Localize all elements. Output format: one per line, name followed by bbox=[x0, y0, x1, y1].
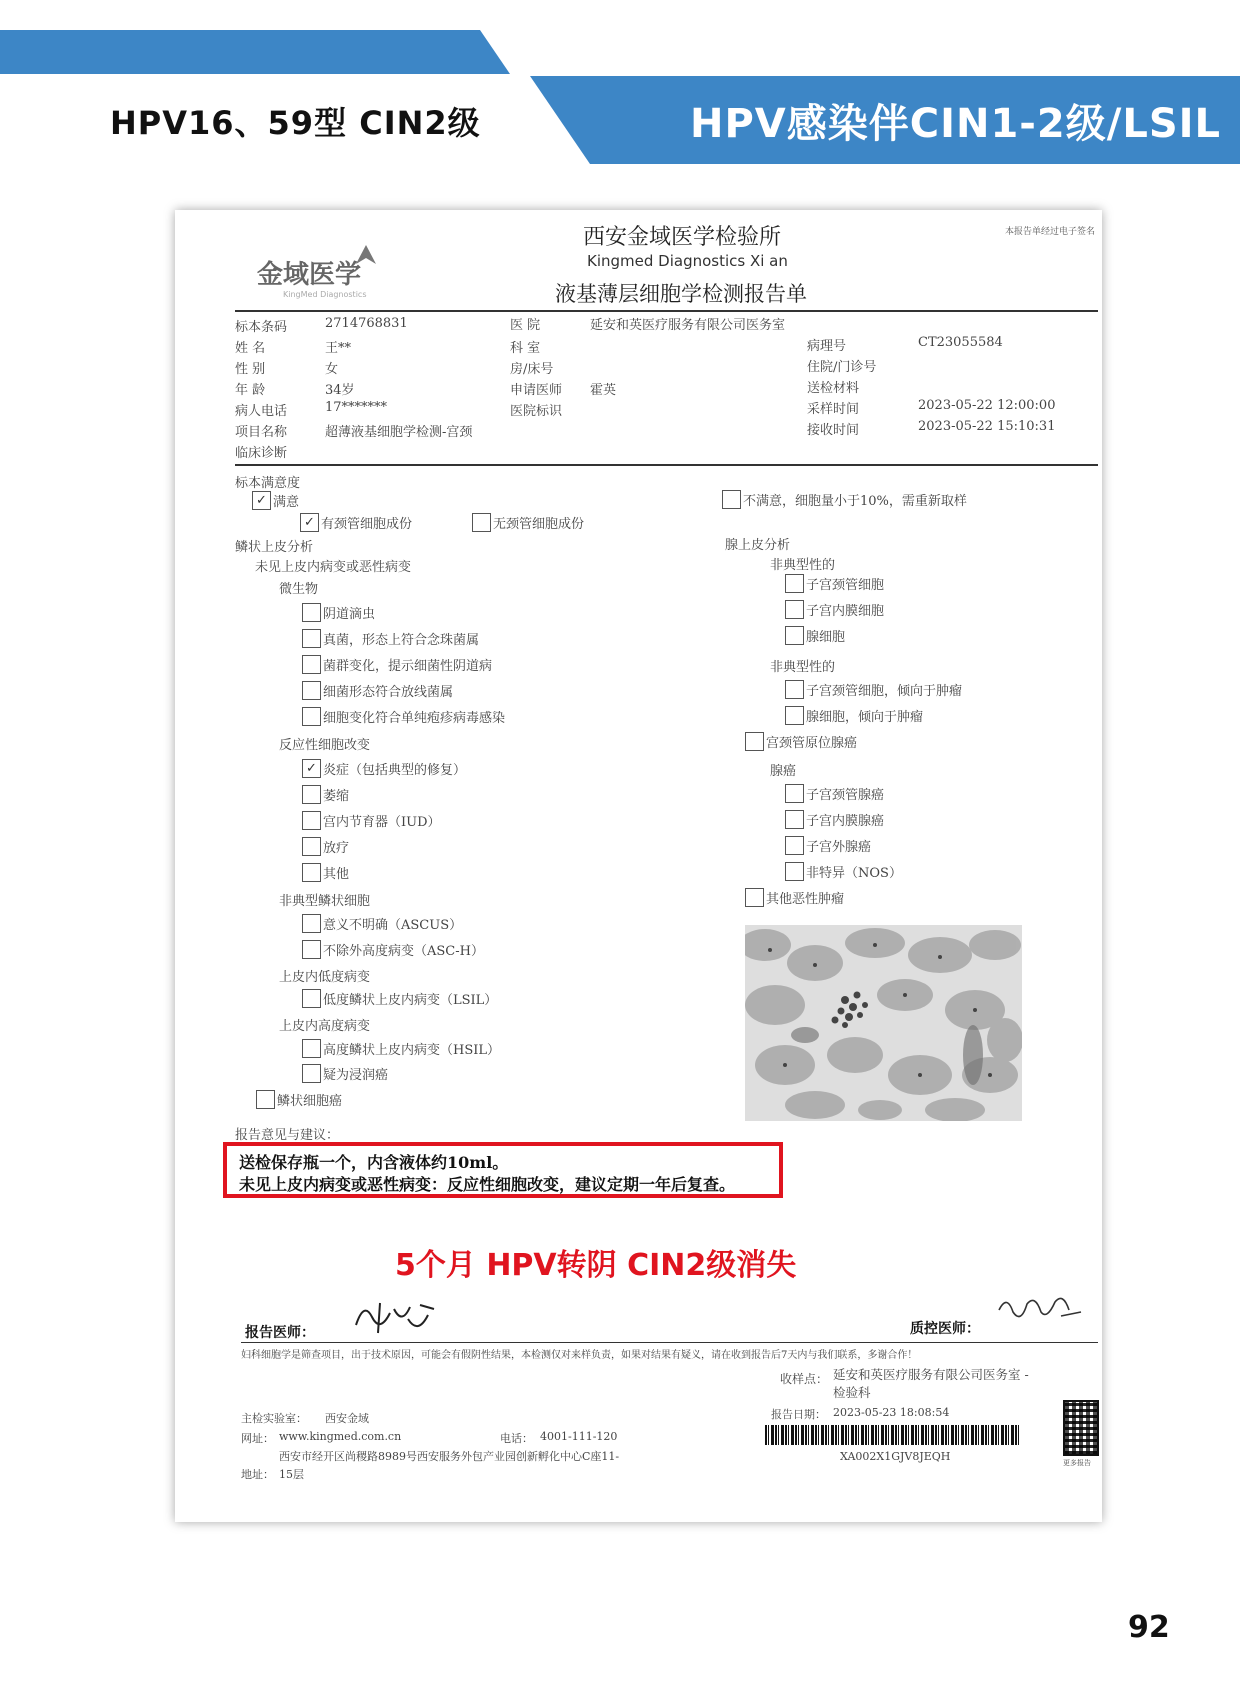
report-document bbox=[175, 210, 1102, 1522]
glandular-option-4: 子宫颈管细胞，倾向于肿瘤 bbox=[785, 680, 962, 699]
barcode-value: 2714768831 bbox=[325, 316, 408, 331]
atypical-glandular-heading-2: 非典型性的 bbox=[770, 660, 836, 675]
doctor-value: 霍英 bbox=[590, 383, 617, 398]
project-label: 项目名称 bbox=[235, 425, 288, 440]
hospital-label: 医 院 bbox=[510, 318, 541, 333]
checkbox bbox=[722, 490, 741, 509]
adeno-option-2: 子宫内膜腺癌 bbox=[785, 810, 884, 829]
adeno-option-3: 子宫外腺癌 bbox=[785, 836, 871, 855]
lab-name-en: Kingmed Diagnostics Xi an bbox=[587, 252, 788, 270]
satisfied-option: ✓ 满意 bbox=[252, 491, 299, 510]
info-rule bbox=[235, 464, 1098, 466]
inpatient-label: 住院/门诊号 bbox=[807, 360, 877, 375]
left-title: HPV16、59型 CIN2级 bbox=[110, 104, 481, 142]
reactive-option-4: 放疗 bbox=[302, 837, 349, 856]
checkbox bbox=[745, 732, 764, 751]
material-label: 送检材料 bbox=[807, 381, 860, 396]
glandular-option-5: 腺细胞，倾向于肿瘤 bbox=[785, 706, 923, 725]
checkbox bbox=[302, 707, 321, 726]
has-endocervical-option: ✓ 有颈管细胞成份 bbox=[300, 513, 412, 532]
cytology-micrograph bbox=[745, 925, 1022, 1121]
organism-option-2: 真菌，形态上符合念珠菌属 bbox=[302, 629, 479, 648]
reactive-option-1: ✓ 炎症（包括典型的修复） bbox=[302, 759, 466, 778]
conclusion-line-1: 送检保存瓶一个，内含液体约10ml。 bbox=[239, 1153, 509, 1172]
organism-option-5: 细胞变化符合单纯疱疹病毒感染 bbox=[302, 707, 505, 726]
logo-subtitle: KingMed Diagnostics bbox=[283, 290, 367, 299]
hospital-mark-label: 医院标识 bbox=[510, 404, 563, 419]
checkbox bbox=[785, 600, 804, 619]
pathology-label: 病理号 bbox=[807, 339, 847, 354]
checkbox bbox=[745, 888, 764, 907]
reactive-option-2: 萎缩 bbox=[302, 785, 349, 804]
barcode-label: 标本条码 bbox=[235, 320, 288, 335]
sex-label: 性 别 bbox=[235, 362, 266, 377]
phone-value: 4001-111-120 bbox=[540, 1430, 618, 1443]
receive-time-label: 接收时间 bbox=[807, 423, 860, 438]
reactive-heading: 反应性细胞改变 bbox=[279, 738, 371, 753]
report-doctor-label: 报告医师： bbox=[245, 1325, 315, 1341]
reactive-option-3: 宫内节育器（IUD） bbox=[302, 811, 441, 830]
age-label: 年 龄 bbox=[235, 383, 266, 398]
checkbox bbox=[785, 862, 804, 881]
atypical-squamous-heading: 非典型鳞状细胞 bbox=[279, 894, 371, 909]
hsil-heading: 上皮内高度病变 bbox=[279, 1019, 371, 1034]
qc-doctor-signature bbox=[995, 1290, 1085, 1324]
website-value: www.kingmed.com.cn bbox=[279, 1430, 402, 1443]
organism-option-4: 细菌形态符合放线菌属 bbox=[302, 681, 453, 700]
adeno-option-4: 非特异（NOS） bbox=[785, 862, 902, 881]
checkbox bbox=[302, 681, 321, 700]
conclusion-line-2: 未见上皮内病变或恶性病变：反应性细胞改变，建议定期一年后复查。 bbox=[239, 1175, 736, 1194]
collect-time-value: 2023-05-22 12:00:00 bbox=[918, 398, 1056, 413]
opinion-heading: 报告意见与建议： bbox=[235, 1128, 340, 1143]
hsil-option: 高度鳞状上皮内病变（HSIL） bbox=[302, 1039, 500, 1058]
checkbox bbox=[785, 836, 804, 855]
ascus-option: 意义不明确（ASCUS） bbox=[302, 914, 462, 933]
lab-name: 西安金域医学检验所 bbox=[583, 225, 782, 250]
checkbox bbox=[256, 1090, 275, 1109]
satisfaction-heading: 标本满意度 bbox=[235, 476, 301, 491]
signature-rule bbox=[241, 1342, 1098, 1343]
no-endocervical-option: 无颈管细胞成份 bbox=[472, 513, 584, 532]
checkbox bbox=[472, 513, 491, 532]
checkbox bbox=[302, 655, 321, 674]
address-label: 地址： bbox=[241, 1468, 274, 1481]
doctor-label: 申请医师 bbox=[510, 383, 563, 398]
project-value: 超薄液基细胞学检测-宫颈 bbox=[325, 425, 473, 440]
glandular-option-1: 子宫颈管细胞 bbox=[785, 574, 884, 593]
website-label: 网址： bbox=[241, 1432, 274, 1445]
checkbox bbox=[785, 810, 804, 829]
age-value: 34岁 bbox=[325, 383, 355, 398]
checkbox bbox=[302, 1039, 321, 1058]
checkbox bbox=[785, 784, 804, 803]
dept-label: 科 室 bbox=[510, 341, 541, 356]
hpv-negative-note: 5个月 HPV转阴 CIN2级消失 bbox=[395, 1248, 797, 1283]
address-line-1: 西安市经开区尚稷路8989号西安服务外包产业园创新孵化中心C座11- bbox=[279, 1450, 620, 1463]
checkbox bbox=[302, 629, 321, 648]
checkbox bbox=[302, 603, 321, 622]
page-number: 92 bbox=[1128, 1610, 1170, 1645]
qr-note: 更多报告 bbox=[1063, 1459, 1091, 1467]
checkbox-checked: ✓ bbox=[300, 513, 319, 532]
report-date-label: 报告日期： bbox=[771, 1408, 826, 1421]
glandular-heading: 腺上皮分析 bbox=[725, 538, 791, 553]
checkbox-checked: ✓ bbox=[302, 759, 321, 778]
report-title: 液基薄层细胞学检测报告单 bbox=[555, 282, 807, 306]
scc-option: 鳞状细胞癌 bbox=[256, 1090, 342, 1109]
hospital-value: 延安和英医疗服务有限公司医务室 bbox=[590, 318, 786, 333]
lsil-heading: 上皮内低度病变 bbox=[279, 970, 371, 985]
checkbox bbox=[302, 940, 321, 959]
checkbox bbox=[302, 989, 321, 1008]
checkbox bbox=[785, 706, 804, 725]
checkbox bbox=[302, 914, 321, 933]
sex-value: 女 bbox=[325, 362, 339, 377]
nilm-heading: 未见上皮内病变或恶性病变 bbox=[255, 560, 412, 575]
adenocarcinoma-heading: 腺癌 bbox=[770, 764, 797, 779]
receive-time-value: 2023-05-22 15:10:31 bbox=[918, 419, 1056, 434]
right-title: HPV感染伴CIN1-2级/LSIL bbox=[690, 101, 1222, 147]
other-malignancy-option: 其他恶性肿瘤 bbox=[745, 888, 844, 907]
asch-option: 不除外高度病变（ASC-H） bbox=[302, 940, 484, 959]
checkbox bbox=[302, 863, 321, 882]
phone-label: 病人电话 bbox=[235, 404, 288, 419]
squamous-heading: 鳞状上皮分析 bbox=[235, 540, 314, 555]
report-barcode bbox=[765, 1425, 1020, 1445]
main-lab-value: 西安金域 bbox=[325, 1412, 369, 1425]
barcode-text: XA002X1GJV8JEQH bbox=[840, 1450, 951, 1463]
checkbox bbox=[302, 1064, 321, 1083]
collect-point-label: 收样点： bbox=[780, 1372, 829, 1386]
pathology-value: CT23055584 bbox=[918, 335, 1003, 350]
checkbox bbox=[302, 811, 321, 830]
header-band-top bbox=[0, 30, 510, 74]
unsatisfied-option: 不满意，细胞量小于10%，需重新取样 bbox=[722, 490, 967, 509]
phone-label: 电话： bbox=[500, 1432, 533, 1445]
reactive-option-5: 其他 bbox=[302, 863, 349, 882]
adeno-option-1: 子宫颈管腺癌 bbox=[785, 784, 884, 803]
main-lab-label: 主检实验室： bbox=[241, 1412, 307, 1425]
name-value: 王** bbox=[325, 341, 352, 356]
bed-label: 房/床号 bbox=[510, 362, 554, 377]
lsil-option: 低度鳞状上皮内病变（LSIL） bbox=[302, 989, 497, 1008]
collect-time-label: 采样时间 bbox=[807, 402, 860, 417]
organisms-heading: 微生物 bbox=[279, 582, 319, 597]
checkbox bbox=[785, 680, 804, 699]
logo-text: 金域医学 bbox=[257, 260, 362, 290]
report-date-value: 2023-05-23 18:08:54 bbox=[833, 1406, 950, 1419]
name-label: 姓 名 bbox=[235, 341, 266, 356]
phone-value: 17******* bbox=[325, 400, 388, 415]
header-rule bbox=[235, 310, 1098, 312]
report-doctor-signature bbox=[350, 1295, 440, 1339]
glandular-option-3: 腺细胞 bbox=[785, 626, 845, 645]
invasive-option: 疑为浸润癌 bbox=[302, 1064, 388, 1083]
address-line-2: 15层 bbox=[279, 1468, 304, 1481]
checkbox bbox=[302, 837, 321, 856]
organism-option-1: 阴道滴虫 bbox=[302, 603, 375, 622]
esign-note: 本报告单经过电子签名 bbox=[1005, 227, 1096, 237]
glandular-option-2: 子宫内膜细胞 bbox=[785, 600, 884, 619]
checkbox bbox=[785, 574, 804, 593]
qc-doctor-label: 质控医师： bbox=[910, 1321, 980, 1337]
disclaimer-text: 妇科细胞学是筛查项目，出于技术原因，可能会有假阴性结果，本检测仅对来样负责，如果对结果有疑义，请在收到报告后7天内与我们联系，多谢合作！ bbox=[241, 1350, 918, 1361]
diagnosis-label: 临床诊断 bbox=[235, 446, 288, 461]
ais-option: 宫颈管原位腺癌 bbox=[745, 732, 857, 751]
qr-code bbox=[1063, 1400, 1099, 1456]
organism-option-3: 菌群变化，提示细菌性阴道病 bbox=[302, 655, 492, 674]
checkbox bbox=[302, 785, 321, 804]
collect-point-value: 延安和英医疗服务有限公司医务室 -检验科 bbox=[833, 1367, 1029, 1400]
checkbox bbox=[785, 626, 804, 645]
checkbox-checked: ✓ bbox=[252, 491, 271, 510]
atypical-glandular-heading: 非典型性的 bbox=[770, 558, 836, 573]
